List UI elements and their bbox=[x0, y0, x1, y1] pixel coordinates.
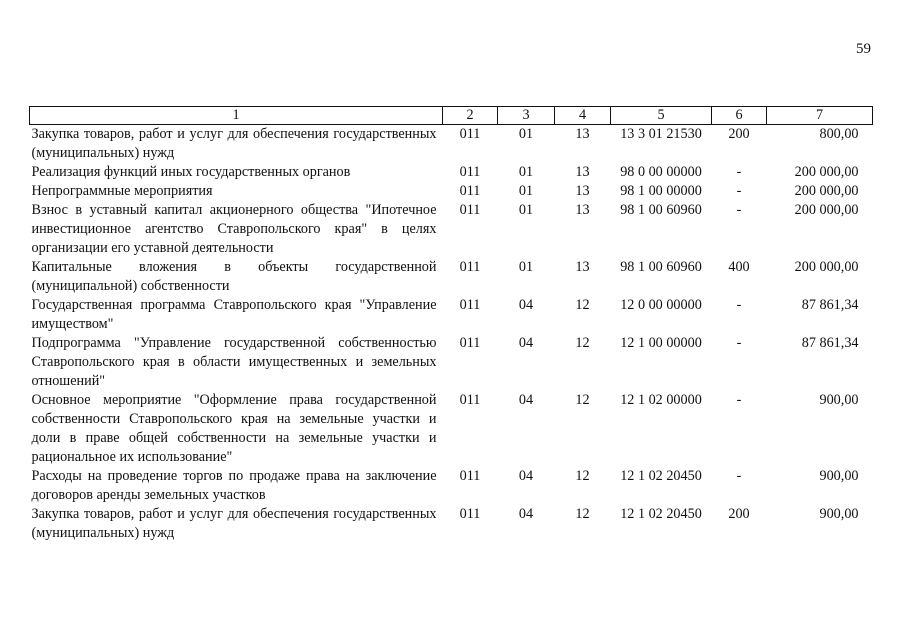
row-code-ministry: 011 bbox=[459, 297, 481, 313]
header-row bbox=[30, 107, 873, 125]
row-amount: 900,00 bbox=[819, 392, 859, 408]
row-code-section: 04 bbox=[518, 297, 534, 313]
row-code-ministry: 011 bbox=[459, 183, 481, 199]
header-col-5: 5 bbox=[611, 107, 712, 125]
row-code-ministry: 011 bbox=[459, 392, 481, 408]
table-row bbox=[30, 467, 873, 505]
row-code-expense-type: 200 bbox=[728, 126, 750, 142]
table-header bbox=[30, 107, 873, 125]
row-code-target: 98 0 00 00000 bbox=[620, 164, 702, 180]
row-code-expense-type: - bbox=[736, 164, 742, 180]
row-code-expense-type: - bbox=[736, 202, 742, 218]
row-code-section: 01 bbox=[518, 202, 534, 218]
row-code-subsection: 13 bbox=[575, 259, 590, 275]
row-code-ministry: 011 bbox=[459, 335, 481, 351]
row-code-subsection: 12 bbox=[575, 392, 590, 408]
row-code-subsection: 12 bbox=[575, 335, 590, 351]
row-code-target: 13 3 01 21530 bbox=[620, 126, 702, 142]
row-name: Реализация функций иных государственных органов bbox=[31, 164, 351, 180]
row-code-section: 04 bbox=[518, 335, 534, 351]
table-row bbox=[30, 258, 873, 296]
row-name: Закупка товаров, работ и услуг для обеспечения государственных (муниципальных) нужд bbox=[31, 506, 437, 541]
row-name: Взнос в уставный капитал акционерного общества "Ипотечное инвестиционное агентство Ставропольского края" в целях организации его уставной деятельности bbox=[31, 202, 437, 256]
table-row bbox=[30, 163, 873, 182]
row-code-subsection: 13 bbox=[575, 183, 590, 199]
header-col-6: 6 bbox=[712, 107, 767, 125]
table-row bbox=[30, 391, 873, 467]
table-row bbox=[30, 505, 873, 543]
row-code-target: 98 1 00 60960 bbox=[620, 259, 702, 275]
row-name: Государственная программа Ставропольского края "Управление имуществом" bbox=[31, 297, 437, 332]
row-code-target: 12 0 00 00000 bbox=[620, 297, 702, 313]
row-amount: 200 000,00 bbox=[794, 259, 859, 275]
row-code-expense-type: 400 bbox=[728, 259, 750, 275]
row-code-section: 01 bbox=[518, 164, 534, 180]
header-col-2: 2 bbox=[443, 107, 498, 125]
row-code-ministry: 011 bbox=[459, 164, 481, 180]
row-code-ministry: 011 bbox=[459, 468, 481, 484]
row-amount: 200 000,00 bbox=[794, 202, 859, 218]
row-code-expense-type: - bbox=[736, 335, 742, 351]
page-number: 59 bbox=[856, 41, 871, 57]
table-row bbox=[30, 334, 873, 391]
row-code-target: 12 1 02 20450 bbox=[620, 506, 702, 522]
row-code-ministry: 011 bbox=[459, 202, 481, 218]
header-col-1: 1 bbox=[30, 107, 443, 125]
row-code-ministry: 011 bbox=[459, 126, 481, 142]
row-amount: 200 000,00 bbox=[794, 183, 859, 199]
header-col-4: 4 bbox=[555, 107, 611, 125]
row-amount: 87 861,34 bbox=[801, 335, 859, 351]
row-name: Непрограммные мероприятия bbox=[31, 183, 213, 199]
row-code-section: 04 bbox=[518, 468, 534, 484]
row-code-ministry: 011 bbox=[459, 259, 481, 275]
row-code-expense-type: 200 bbox=[728, 506, 750, 522]
header-col-7: 7 bbox=[767, 107, 873, 125]
row-code-expense-type: - bbox=[736, 468, 742, 484]
table-body bbox=[30, 125, 873, 544]
row-code-subsection: 12 bbox=[575, 468, 590, 484]
row-name: Расходы на проведение торгов по продаже права на заключение договоров аренды земельных участков bbox=[31, 468, 437, 503]
row-amount: 800,00 bbox=[819, 126, 859, 142]
row-code-target: 12 1 00 00000 bbox=[620, 335, 702, 351]
table-row bbox=[30, 182, 873, 201]
row-name: Капитальные вложения в объекты государственной (муниципальной) собственности bbox=[31, 259, 437, 294]
row-code-section: 01 bbox=[518, 259, 534, 275]
row-code-section: 04 bbox=[518, 506, 534, 522]
row-amount: 200 000,00 bbox=[794, 164, 859, 180]
row-amount: 87 861,34 bbox=[801, 297, 859, 313]
row-code-subsection: 12 bbox=[575, 297, 590, 313]
row-code-section: 01 bbox=[518, 183, 534, 199]
table-row bbox=[30, 125, 873, 164]
row-code-expense-type: - bbox=[736, 297, 742, 313]
row-code-subsection: 13 bbox=[575, 126, 590, 142]
row-name: Основное мероприятие "Оформление права государственной собственности Ставропольского края на земельные участки и доли в праве общей собственности на земельные участки и рациональное их использование" bbox=[31, 392, 437, 465]
row-code-subsection: 12 bbox=[575, 506, 590, 522]
row-code-subsection: 13 bbox=[575, 164, 590, 180]
table-row bbox=[30, 296, 873, 334]
row-code-subsection: 13 bbox=[575, 202, 590, 218]
row-code-expense-type: - bbox=[736, 183, 742, 199]
row-code-target: 98 1 00 00000 bbox=[620, 183, 702, 199]
row-code-target: 98 1 00 60960 bbox=[620, 202, 702, 218]
row-code-target: 12 1 02 20450 bbox=[620, 468, 702, 484]
row-name: Подпрограмма "Управление государственной собственностью Ставропольского края в области имущественных и земельных отношений" bbox=[31, 335, 437, 389]
row-code-target: 12 1 02 00000 bbox=[620, 392, 702, 408]
header-col-3: 3 bbox=[498, 107, 555, 125]
row-code-section: 01 bbox=[518, 126, 534, 142]
row-amount: 900,00 bbox=[819, 506, 859, 522]
row-name: Закупка товаров, работ и услуг для обеспечения государственных (муниципальных) нужд bbox=[31, 126, 437, 161]
budget-table bbox=[29, 106, 873, 543]
row-code-expense-type: - bbox=[736, 392, 742, 408]
table-row bbox=[30, 201, 873, 258]
row-code-ministry: 011 bbox=[459, 506, 481, 522]
row-amount: 900,00 bbox=[819, 468, 859, 484]
row-code-section: 04 bbox=[518, 392, 534, 408]
